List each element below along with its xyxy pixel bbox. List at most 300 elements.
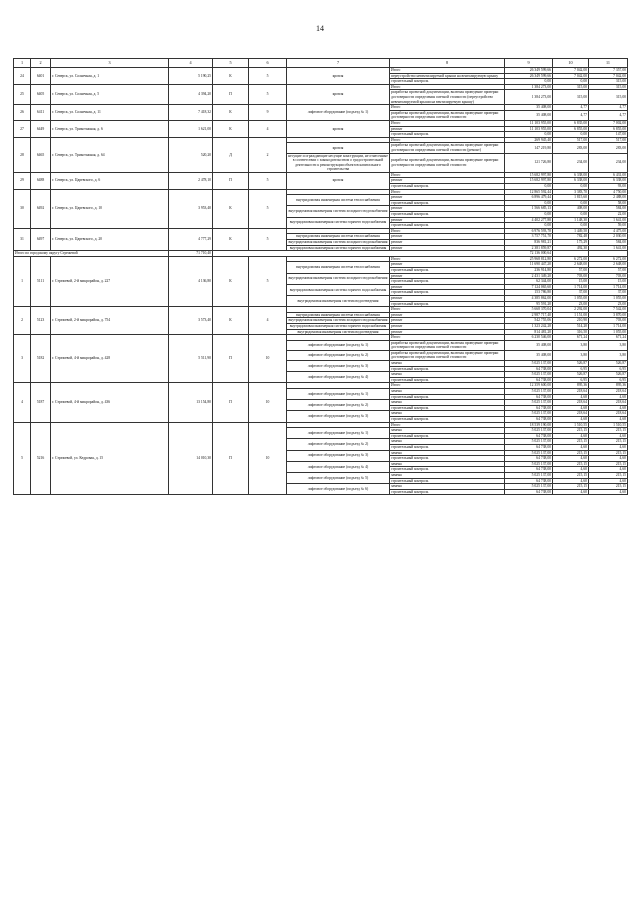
- table-header: [14, 59, 628, 68]
- unit-cost-value: 4,77: [553, 110, 589, 120]
- row-number: 2: [14, 307, 31, 335]
- work-description: ремонт: [390, 206, 505, 212]
- cost-value: 6 976 593,78: [505, 228, 553, 234]
- work-type: внутридомовая инженерная система горячего водоснабжения: [287, 284, 390, 295]
- unit-cost-value: 4,68: [553, 417, 589, 423]
- cost-value: 18 539 190,00: [505, 422, 553, 428]
- unit-cost-value: 215,15: [553, 484, 589, 490]
- floor-count: 4: [249, 307, 287, 335]
- wall-type: П: [213, 84, 249, 104]
- cost-value: 1 566 685,13: [505, 206, 553, 212]
- limit-cost-value: 58,00: [589, 200, 628, 206]
- unit-cost-value: 4,68: [553, 405, 589, 411]
- work-description: ремонт: [390, 178, 505, 184]
- cost-value: 2 381 859,87: [505, 245, 553, 251]
- work-description: строительный контроль: [390, 212, 505, 218]
- cost-value: 25 968 812,80: [505, 256, 553, 262]
- limit-cost-value: 215,15: [589, 439, 628, 445]
- limit-cost-value: 1 055,00: [589, 329, 628, 335]
- house-code: 5123: [31, 307, 51, 335]
- work-description: Итого: [390, 335, 505, 341]
- cost-value: 11 103 955,00: [505, 120, 553, 126]
- floor-count: 5: [249, 84, 287, 104]
- limit-cost-value: 4,77: [589, 110, 628, 120]
- house-area: 4 394,20: [169, 84, 213, 104]
- work-description: замена: [390, 472, 505, 478]
- unit-cost-value: 514,20: [553, 323, 589, 329]
- house-code: 6497: [31, 228, 51, 250]
- unit-cost-value: 6,95: [553, 366, 589, 372]
- work-type: лифтовое оборудование (подъезд № 6): [287, 484, 390, 495]
- unit-cost-value: 6 338,00: [553, 178, 589, 184]
- cost-value: 64 738,00: [505, 405, 553, 411]
- column-header: 4: [169, 59, 213, 68]
- page-number: 14: [316, 24, 324, 33]
- work-type: лифтовое оборудование (подъезд № 2): [287, 439, 390, 450]
- house-code: 5111: [31, 256, 51, 306]
- cost-value: 5 025 137,00: [505, 484, 553, 490]
- work-type: кровля: [287, 120, 390, 137]
- unit-cost-value: 2 292,00: [553, 307, 589, 313]
- row-number: 30: [14, 189, 31, 228]
- cost-value: 64 738,00: [505, 489, 553, 495]
- floor-count: 5: [249, 172, 287, 189]
- column-header: 6: [249, 59, 287, 68]
- cost-value: 7 124 065,60: [505, 284, 553, 290]
- cost-value: 5 025 137,00: [505, 372, 553, 378]
- work-description: строительный контроль: [390, 223, 505, 229]
- wall-type: К: [213, 68, 249, 85]
- work-type: внутридомовая инженерная система горячего водоснабжения: [287, 323, 390, 329]
- work-description: замена: [390, 411, 505, 417]
- cost-value: 5 025 137,00: [505, 472, 553, 478]
- cost-value: 0,00: [505, 223, 553, 229]
- house-code: 6405: [31, 84, 51, 104]
- limit-cost-value: 4,60: [589, 456, 628, 462]
- row-number: 31: [14, 228, 31, 250]
- column-header: 5: [213, 59, 249, 68]
- limit-cost-value: 22,00: [589, 212, 628, 218]
- cost-value: 0,00: [505, 79, 553, 85]
- house-address: г. Северск, ул. Трикотажная, д. 6: [51, 120, 169, 137]
- house-address: г. Северск, ул. Солнечная, д. 5: [51, 84, 169, 104]
- floor-count: 5: [249, 256, 287, 306]
- cost-value: 5 025 137,00: [505, 439, 553, 445]
- limit-cost-value: 7 002,00: [589, 120, 628, 126]
- work-description: Итого: [390, 137, 505, 143]
- work-description: строительный контроль: [390, 405, 505, 411]
- limit-cost-value: 671,24: [589, 335, 628, 341]
- cost-value: 35 408,00: [505, 350, 553, 360]
- work-description: Итого: [390, 422, 505, 428]
- limit-cost-value: 147,00: [589, 132, 628, 138]
- limit-cost-value: 1 055,00: [589, 295, 628, 301]
- floor-count: 2: [249, 137, 287, 172]
- unit-cost-value: 3,80: [553, 350, 589, 360]
- work-type: кровля: [287, 68, 390, 85]
- wall-type: К: [213, 256, 249, 306]
- limit-cost-value: 218,64: [589, 411, 628, 417]
- work-type: лифтовое оборудование (подъезд № 2): [287, 400, 390, 411]
- limit-cost-value: 4,68: [589, 417, 628, 423]
- work-description: ремонт: [390, 318, 505, 324]
- work-description: строительный контроль: [390, 301, 505, 307]
- limit-cost-value: 4,60: [589, 489, 628, 495]
- limit-cost-value: 218,64: [589, 400, 628, 406]
- work-description: строительный контроль: [390, 290, 505, 296]
- unit-cost-value: 3,80: [553, 340, 589, 350]
- unit-cost-value: 57,00: [553, 267, 589, 273]
- floor-count: 5: [249, 189, 287, 228]
- unit-cost-value: 0,00: [553, 200, 589, 206]
- cost-value: 15 682 997,80: [505, 178, 553, 184]
- cost-value: 11 103 955,00: [505, 126, 553, 132]
- house-area: 3 573,40: [169, 307, 213, 335]
- work-description: ремонт: [390, 262, 505, 268]
- work-description: строительный контроль: [390, 279, 505, 285]
- cost-value: 6 230 546,00: [505, 335, 553, 341]
- unit-cost-value: 218,64: [553, 400, 589, 406]
- unit-cost-value: 1 449,50: [553, 228, 589, 234]
- wall-type: П: [213, 422, 249, 495]
- cost-value: 2 431 349,20: [505, 273, 553, 279]
- unit-cost-value: 4,60: [553, 467, 589, 473]
- wall-type: П: [213, 172, 249, 189]
- limit-cost-value: 234,00: [589, 153, 628, 172]
- cost-value: 26 349 599,66: [505, 68, 553, 74]
- cost-value: 542 755,06: [505, 318, 553, 324]
- cost-value: 64 738,00: [505, 478, 553, 484]
- row-number: 27: [14, 120, 31, 137]
- work-type: лифтовое оборудование (подъезд № 5): [287, 472, 390, 483]
- unit-cost-value: 0,00: [553, 212, 589, 218]
- unit-cost-value: 215,15: [553, 439, 589, 445]
- unit-cost-value: 3 383,70: [553, 189, 589, 195]
- unit-cost-value: 215,15: [553, 472, 589, 478]
- cost-value: 35 408,00: [505, 105, 553, 111]
- house-code: 6492: [31, 189, 51, 228]
- work-description: строительный контроль: [390, 184, 505, 190]
- house-area: 520,20: [169, 137, 213, 172]
- work-type: внутридомовая инженерная система холодного водоснабжения: [287, 240, 390, 246]
- unit-cost-value: 1 815,60: [553, 195, 589, 201]
- house-area: 7 418,32: [169, 105, 213, 121]
- limit-cost-value: 1 641,00: [589, 217, 628, 223]
- cost-value: 12 865 592,44: [505, 189, 553, 195]
- work-description: строительный контроль: [390, 489, 505, 495]
- unit-cost-value: 283,00: [553, 143, 589, 153]
- cost-value: 35 408,00: [505, 110, 553, 120]
- work-description: ремонт: [390, 323, 505, 329]
- unit-cost-value: 210,90: [553, 318, 589, 324]
- cost-value: 11 690 447,20: [505, 262, 553, 268]
- limit-cost-value: 584,00: [589, 206, 628, 212]
- limit-cost-value: 93,00: [589, 184, 628, 190]
- limit-cost-value: 703,00: [589, 273, 628, 279]
- limit-cost-value: 215,15: [589, 484, 628, 490]
- cost-value: 5 025 137,00: [505, 411, 553, 417]
- house-area: 3 953,40: [169, 189, 213, 228]
- work-description: ремонт: [390, 217, 505, 223]
- limit-cost-value: 584,00: [589, 240, 628, 246]
- limit-cost-value: 215,15: [589, 472, 628, 478]
- unit-cost-value: 6 855,00: [553, 126, 589, 132]
- work-description: разработка проектной документации, включая проведение проверки достоверности определения сметной стоимости: [390, 350, 505, 360]
- wall-type: П: [213, 335, 249, 383]
- limit-cost-value: 2 030,00: [589, 234, 628, 240]
- work-description: замена: [390, 361, 505, 367]
- limit-cost-value: 4,60: [589, 433, 628, 439]
- cost-value: 5 025 137,00: [505, 361, 553, 367]
- limit-cost-value: 59,00: [589, 223, 628, 229]
- cost-value: 4 402 277,88: [505, 217, 553, 223]
- wall-type: К: [213, 307, 249, 335]
- work-type: внутридомовая инженерная система холодного водоснабжения: [287, 318, 390, 324]
- column-header: 2: [31, 59, 51, 68]
- house-area: 13 154,80: [169, 383, 213, 422]
- house-area: 4 777,29: [169, 228, 213, 250]
- limit-cost-value: 3 870,00: [589, 312, 628, 318]
- cost-value: 0,00: [505, 212, 553, 218]
- work-description: строительный контроль: [390, 417, 505, 423]
- row-number: 28: [14, 137, 31, 172]
- cost-value: 1 384 273,00: [505, 90, 553, 105]
- floor-count: 5: [249, 68, 287, 85]
- limit-cost-value: 4,60: [589, 467, 628, 473]
- work-type: лифтовое оборудование (подъезд № 1): [287, 428, 390, 439]
- limit-cost-value: 3,80: [589, 350, 628, 360]
- work-type: внутридомовая инженерная система водоотведения: [287, 329, 390, 335]
- table-row: [14, 120, 628, 126]
- limit-cost-value: 218,64: [589, 389, 628, 395]
- cost-value: 0,00: [505, 200, 553, 206]
- floor-count: 9: [249, 105, 287, 121]
- row-number: 25: [14, 84, 31, 104]
- cost-value: 3 757 751,70: [505, 234, 553, 240]
- table-row: [14, 105, 628, 111]
- work-type: внутридомовая инженерная система холодного водоснабжения: [287, 273, 390, 284]
- row-number: 1: [14, 256, 31, 306]
- cost-value: 121 726,80: [505, 153, 553, 172]
- unit-cost-value: 526,87: [553, 361, 589, 367]
- table-row: [14, 84, 628, 90]
- work-type: внутридомовая инженерная система теплоснабжения: [287, 312, 390, 318]
- work-type: внутридомовая инженерная система теплоснабжения: [287, 234, 390, 240]
- work-description: Итого: [390, 383, 505, 389]
- limit-cost-value: 4,68: [589, 405, 628, 411]
- house-address: г. Стрежевой, 2-й микрорайон, д. 754: [51, 307, 169, 335]
- cost-value: 64 738,00: [505, 377, 553, 383]
- limit-cost-value: 7 542,00: [589, 307, 628, 313]
- work-description: Итого: [390, 256, 505, 262]
- unit-cost-value: 6 338,00: [553, 172, 589, 178]
- house-area: 5 511,90: [169, 335, 213, 383]
- cost-value: 64 738,00: [505, 433, 553, 439]
- limit-cost-value: 526,87: [589, 372, 628, 378]
- unit-cost-value: 4,77: [553, 105, 589, 111]
- limit-cost-value: 6 855,00: [589, 126, 628, 132]
- work-description: ремонт: [390, 195, 505, 201]
- work-description: ремонт: [390, 245, 505, 251]
- cost-value: 95 591,20: [505, 301, 553, 307]
- column-header: 1: [14, 59, 31, 68]
- limit-cost-value: 315,00: [589, 90, 628, 105]
- table-row: [14, 172, 628, 178]
- work-description: строительный контроль: [390, 394, 505, 400]
- limit-cost-value: 6,95: [589, 377, 628, 383]
- cost-value: 269 945,40: [505, 137, 553, 143]
- work-description: замена: [390, 372, 505, 378]
- work-type: лифтовое оборудование (подъезд № 4): [287, 372, 390, 383]
- limit-cost-value: 283,00: [589, 143, 628, 153]
- house-area: 14 010,30: [169, 422, 213, 495]
- floor-count: 10: [249, 383, 287, 422]
- work-type: кровля: [287, 172, 390, 189]
- cost-value: 5 025 137,00: [505, 450, 553, 456]
- unit-cost-value: 4,60: [553, 444, 589, 450]
- house-code: 6465: [31, 137, 51, 172]
- unit-cost-value: 23,00: [553, 301, 589, 307]
- work-type: лифтовое оборудование (подъезд № 1): [287, 389, 390, 400]
- unit-cost-value: 175,29: [553, 240, 589, 246]
- limit-cost-value: 4,68: [589, 394, 628, 400]
- house-address: г. Северск, ул. Солнечная, д. 1: [51, 68, 169, 85]
- wall-type: К: [213, 105, 249, 121]
- work-description: ремонт: [390, 234, 505, 240]
- work-description: Итого: [390, 228, 505, 234]
- work-description: разработка проектной документации, включая проведение проверки достоверности определения сметной стоимости: [390, 340, 505, 350]
- work-description: замена: [390, 450, 505, 456]
- limit-cost-value: 57,00: [589, 267, 628, 273]
- cost-value: 1 384 273,00: [505, 84, 553, 90]
- work-type: лифтовое оборудование (подъезд № 3): [287, 450, 390, 461]
- work-type: внутридомовая инженерная система горячего водоснабжения: [287, 245, 390, 251]
- cost-value: 35 408,00: [505, 340, 553, 350]
- unit-cost-value: 517,00: [553, 137, 589, 143]
- unit-cost-value: 526,87: [553, 372, 589, 378]
- work-type: внутридомовая инженерная система холодного водоснабжения: [287, 206, 390, 217]
- work-type: лифтовое оборудование (подъезд № 4): [287, 461, 390, 472]
- wall-type: К: [213, 228, 249, 250]
- unit-cost-value: 1 151,00: [553, 312, 589, 318]
- work-description: Итого: [390, 120, 505, 126]
- work-description: замена: [390, 428, 505, 434]
- row-number: 3: [14, 335, 31, 383]
- unit-cost-value: 215,15: [553, 428, 589, 434]
- work-description: Итого: [390, 307, 505, 313]
- floor-count: 4: [249, 120, 287, 137]
- limit-cost-value: 6 431,00: [589, 172, 628, 178]
- work-description: строительный контроль: [390, 377, 505, 383]
- limit-cost-value: 215,15: [589, 450, 628, 456]
- column-header: 7: [287, 59, 390, 68]
- unit-cost-value: 671,24: [553, 335, 589, 341]
- house-address: г. Северск, ул. Царевского, д. 6: [51, 172, 169, 189]
- cost-value: 0,00: [505, 132, 553, 138]
- district-total-area: 71 710,40: [169, 251, 213, 257]
- house-area: 5 190,25: [169, 68, 213, 85]
- cost-value: 836 981,21: [505, 240, 553, 246]
- unit-cost-value: 315,00: [553, 90, 589, 105]
- wall-type: К: [213, 189, 249, 228]
- unit-cost-value: 215,15: [553, 461, 589, 467]
- cost-value: 64 738,00: [505, 456, 553, 462]
- work-description: разработка проектной документации, включая проведение проверки достоверности определения сметной стоимости (ремонт): [390, 143, 505, 153]
- limit-cost-value: 215,15: [589, 461, 628, 467]
- cost-value: 62 344,00: [505, 279, 553, 285]
- limit-cost-value: 4,60: [589, 478, 628, 484]
- cost-value: 5 025 137,00: [505, 400, 553, 406]
- unit-cost-value: 218,64: [553, 389, 589, 395]
- work-description: строительный контроль: [390, 79, 505, 85]
- unit-cost-value: 15,00: [553, 279, 589, 285]
- cost-value: 26 349 599,66: [505, 73, 553, 79]
- unit-cost-value: 37,00: [553, 290, 589, 296]
- unit-cost-value: 6,95: [553, 377, 589, 383]
- house-area: 4 136,80: [169, 256, 213, 306]
- unit-cost-value: 4,60: [553, 489, 589, 495]
- unit-cost-value: 0,00: [553, 132, 589, 138]
- limit-cost-value: 517,00: [589, 137, 628, 143]
- floor-count: 5: [249, 228, 287, 250]
- work-description: строительный контроль: [390, 433, 505, 439]
- wall-type: Д: [213, 137, 249, 172]
- work-description: замена: [390, 484, 505, 490]
- work-description: Итого: [390, 105, 505, 111]
- house-code: 5187: [31, 383, 51, 422]
- limit-cost-value: 3,80: [589, 340, 628, 350]
- column-header: 11: [589, 59, 628, 68]
- cost-value: 64 738,00: [505, 467, 553, 473]
- work-description: строительный контроль: [390, 267, 505, 273]
- unit-cost-value: 492,30: [553, 245, 589, 251]
- work-description: замена: [390, 439, 505, 445]
- cost-value: 0,00: [505, 184, 553, 190]
- unit-cost-value: 2 648,00: [553, 262, 589, 268]
- work-description: Итого: [390, 189, 505, 195]
- house-address: г. Северск, ул. Солнечная, д. 11: [51, 105, 169, 121]
- work-type: кровля: [287, 84, 390, 104]
- house-address: г. Северск, ул. Царевского, д. 20: [51, 228, 169, 250]
- house-code: 6401: [31, 68, 51, 85]
- unit-cost-value: 703,00: [553, 273, 589, 279]
- work-type: внутридомовая инженерная система теплоснабжения: [287, 262, 390, 273]
- work-description: ремонт: [390, 312, 505, 318]
- work-description: замена: [390, 389, 505, 395]
- limit-cost-value: 315,00: [589, 84, 628, 90]
- work-type: лифтовое оборудование (подъезд № 3): [287, 361, 390, 372]
- work-description: ремонт: [390, 284, 505, 290]
- cost-value: 5 025 137,00: [505, 461, 553, 467]
- limit-cost-value: 4,77: [589, 105, 628, 111]
- row-number: 4: [14, 383, 31, 422]
- cost-value: 1 323 242,28: [505, 323, 553, 329]
- unit-cost-value: 6 272,00: [553, 256, 589, 262]
- work-description: ремонт: [390, 273, 505, 279]
- work-description: разработка проектной документации, включая проведение проверки достоверности определения сметной стоимости: [390, 110, 505, 120]
- work-description: строительный контроль: [390, 478, 505, 484]
- work-description: строительный контроль: [390, 456, 505, 462]
- cost-value: 2 987 717,40: [505, 312, 553, 318]
- work-description: строительный контроль: [390, 366, 505, 372]
- limit-cost-value: 23,00: [589, 301, 628, 307]
- unit-cost-value: 895,36: [553, 383, 589, 389]
- limit-cost-value: 1 510,55: [589, 422, 628, 428]
- work-description: строительный контроль: [390, 132, 505, 138]
- unit-cost-value: 782,48: [553, 234, 589, 240]
- house-address: г. Стрежевой, 4-й микрорайон, д. 428: [51, 335, 169, 383]
- limit-cost-value: 315,00: [589, 79, 628, 85]
